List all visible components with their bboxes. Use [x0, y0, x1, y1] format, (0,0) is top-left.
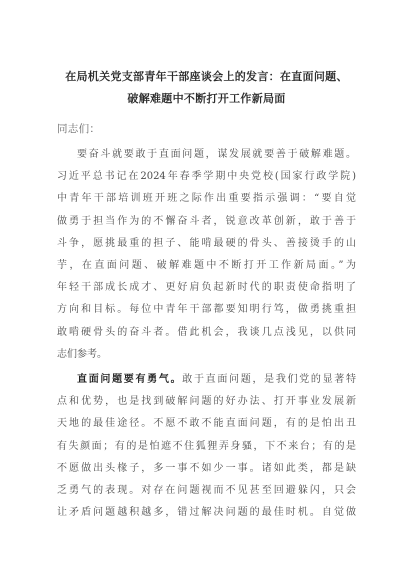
text-line: 中青年干部培训班开班之际作出重要指示强调：“要自觉 — [57, 193, 356, 205]
title-line: 破解难题中不断打开工作新局面 — [127, 92, 286, 105]
text-line: 乏勇气的表现。对存在问题视而不见甚至回避躲闪，只会 — [57, 485, 356, 497]
text-line: 让矛盾问题越积越多，错过解决问题的最佳时机。自觉做 — [57, 507, 356, 519]
document-title — [57, 66, 356, 110]
text-line: 芋，在直面问题、破解难题中不断打开工作新局面。”为 — [57, 260, 356, 272]
text-line: 要奋斗就要敢于直面问题，谋发展就要善于破解难题。 — [77, 149, 356, 160]
title-line: 在局机关党支部青年干部座谈会上的发言：在直面问题、 — [65, 70, 348, 83]
text-line: 敢啃硬骨头的奋斗者。借此机会，我谈几点浅见，以供同 — [57, 326, 356, 338]
text-line: 做勇于担当作为的不懈奋斗者，锐意改革创新，敢于善于 — [57, 215, 356, 227]
text-line: 方向和目标。每位中青年干部都要知明行笃，做勇挑重担 — [57, 304, 356, 316]
section-heading: 直面问题要有勇气。 — [77, 374, 183, 386]
salutation: 同志们： — [57, 123, 101, 135]
text-line: 习近平总书记在2024年春季学期中央党校(国家行政学院) — [57, 171, 356, 183]
text-line: 点和优势，也是找到破解问题的好办法、打开事业发展新 — [57, 396, 356, 408]
text-line: 有失颜面；有的是怕遮不住狐狸弄身骚，下不来台；有的是 — [57, 440, 356, 452]
text-line: 年轻干部成长成才、更好肩负起新时代的职责使命指明了 — [57, 282, 356, 294]
text-span: 敢于直面问题，是我们党的显著特 — [182, 374, 357, 386]
paragraph-intro — [57, 144, 356, 366]
text-line: 斗争，愿挑最重的担子、能啃最硬的骨头、善接烫手的山 — [57, 237, 356, 249]
paragraph-courage — [57, 369, 356, 524]
text-line: 天地的最佳途径。不愿不敢不能直面问题，有的是怕出丑 — [57, 418, 356, 430]
text-line — [57, 369, 356, 391]
text-line: 不愿做出头椽子，多一事不如少一事。诸如此类，都是缺 — [57, 462, 356, 474]
text-line: 志们参考。 — [57, 348, 107, 360]
